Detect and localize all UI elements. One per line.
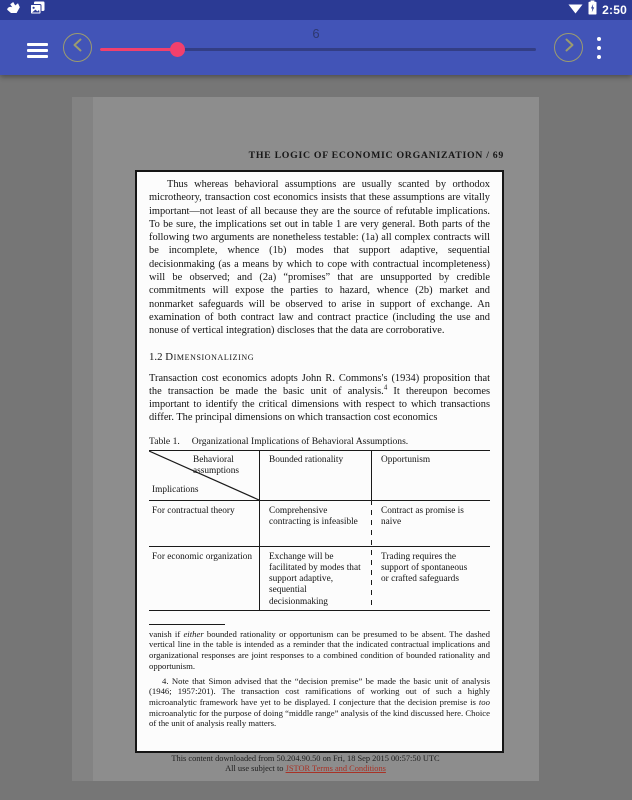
- column-header-bounded-rationality: Bounded rationality: [269, 454, 344, 465]
- download-stamp: This content downloaded from 50.204.90.50 on Fri, 18 Sep 2015 00:57:50 UTC: [171, 753, 440, 763]
- status-bar: [0, 0, 632, 20]
- table-vertical-rule-2-dashed: [371, 500, 372, 610]
- jstor-footer: This content downloaded from 50.204.90.50 on Fri, 18 Sep 2015 00:57:50 UTC All use subject to JSTOR Terms and Conditions: [72, 754, 539, 774]
- table-cell: Contract as promise is naive: [381, 505, 464, 527]
- table-1: [149, 450, 490, 611]
- menu-button[interactable]: [27, 43, 48, 58]
- pdf-page: [72, 97, 539, 781]
- column-header-opportunism: Opportunism: [381, 454, 431, 465]
- table-cell: Comprehensive contracting is infeasible: [269, 505, 358, 527]
- footnote-separator: [149, 624, 225, 625]
- paragraph-2: Transaction cost economics adopts John R. Commons's (1934) proposition that the transaction be made the basic unit of analysis.$^4$ It thereupon becomes important to identify the critical dimensions with respect to which transactions differ. The principal dimensions on which transaction cost economics: [149, 372, 490, 424]
- running-head: THE LOGIC OF ECONOMIC ORGANIZATION / 69: [248, 150, 504, 161]
- page-number-label: 6: [312, 26, 320, 41]
- screenshot-gallery-icon: [30, 1, 45, 20]
- paragraph-1: Thus whereas behavioral assumptions are usually scanted by orthodox microtheory, transaction cost economics insists that these assumptions are vitally important—not least of all because they are the source of refutable implications. To be sure, the implications set out in table 1 are very general. Both parts of the following two arguments are nonetheless testable: (1a) all complex contracts will be incomplete, whence (1b) modes that support adaptive, sequential decisionmaking (as a means by which to cope with contractual incompleteness) will be observed; and (2a) “promises” that are unsupported by credible commitments will expose the parties to hazard, whence (2b) market and nonmarket safeguards will be observed to arise in support of exchange. An examination of both contract law and contract practice (including the use and nonuse of vertical integration) discloses that the data are corroborative.: [149, 179, 490, 337]
- hand-notification-icon: [6, 1, 21, 19]
- corner-header-bottom: Implications: [152, 484, 199, 495]
- wifi-icon: [568, 1, 583, 19]
- slider-thumb[interactable]: [170, 42, 185, 57]
- overflow-menu-button[interactable]: [591, 36, 607, 60]
- scanned-text-block: [135, 170, 504, 753]
- table-footnote: vanish if either bounded rationality or opportunism can be presumed to be absent. The dashed vertical line in the table is intended as a reminder that the indicated contractual implications and organizational responses are joint responses to a combined condition of bounded rationality and opportunism.: [149, 628, 490, 671]
- pdf-viewer-toolbar: [0, 20, 632, 75]
- page-slider[interactable]: [100, 35, 536, 63]
- clock-time: 2:50: [602, 3, 627, 17]
- next-page-button[interactable]: [554, 33, 583, 62]
- table-cell: For economic organization: [152, 551, 253, 562]
- footnote-4: 4. Note that Simon advised that the “decision premise” be made the basic unit of analysis (1946; 1957:201). The transaction cost ramifications of working out of such a highly microanalytic framework have yet to be displayed. I conjecture that the decision premise is too microanalytic for the purpose of doing “middle range” analysis of the kind discussed here. Choice of the unit of analysis really matters.: [149, 675, 490, 729]
- table-cell: For contractual theory: [152, 505, 235, 516]
- document-viewer[interactable]: [0, 75, 632, 800]
- table-cell: Trading requires the support of spontaneous or crafted safeguards: [381, 551, 468, 585]
- chevron-right-icon: [556, 32, 582, 63]
- battery-charging-icon: [588, 0, 597, 20]
- corner-header-top: Behavioral assumptions: [193, 454, 239, 476]
- slider-fill: [100, 48, 178, 51]
- table-row-rule: [149, 546, 490, 547]
- section-heading: 1.2 Dimensionalizing: [149, 350, 255, 363]
- table-vertical-rule-2-solid: [371, 451, 372, 500]
- table-vertical-rule-1: [259, 451, 260, 610]
- table-header-rule: [149, 500, 490, 501]
- footnote-ref-4: 4: [383, 383, 388, 392]
- table-cell: Exchange will be facilitated by modes that support adaptive, sequential decisionmaking: [269, 551, 361, 607]
- jstor-terms-link[interactable]: JSTOR Terms and Conditions: [285, 763, 386, 773]
- table-caption: Table 1. Organizational Implications of Behavioral Assumptions.: [149, 435, 409, 447]
